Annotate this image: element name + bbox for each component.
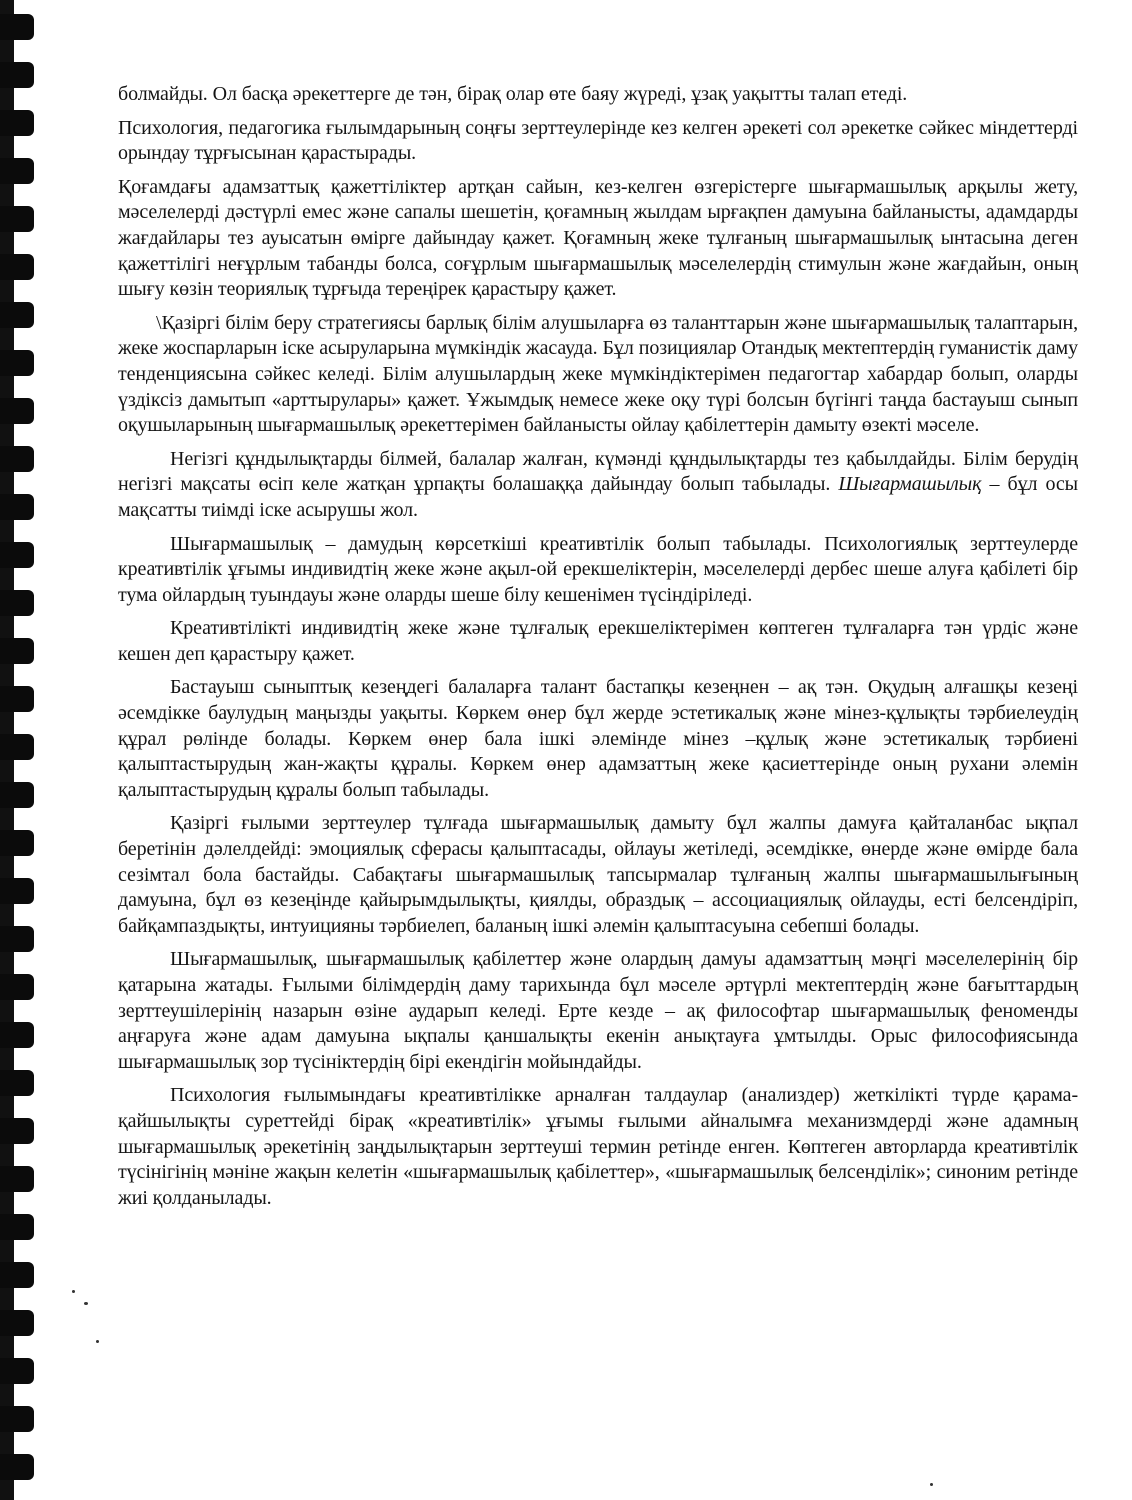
punch-hole	[0, 926, 34, 952]
paragraph-3: Қоғамдағы адамзаттық қажеттіліктер артқан сайын, кез-келген өзгерістерге шығармашылық арқылы жету, мәселелерді дәстүрлі емес және сапалы шешетін, қоғамның жылдам ырғақпен дамуына байланысты, адамдарды жағдайлары тез ауысатын өмірге дайындау қажет. Қоғамның жеке тұлғаның шығармашылық ынтасына деген қажеттілігі неғұрлым табанды болса, соғұрлым шығармашылық мәселелердің стимулын және жағдайын, оның шығу көзін теориялық тұрғыда тереңірек қарастыру қажет.	[118, 175, 1078, 301]
paragraph-5	[118, 447, 1078, 524]
binder-punch-holes	[0, 0, 62, 1500]
punch-hole	[0, 14, 34, 40]
paragraph-10: Шығармашылық, шығармашылық қабілеттер және олардың дамуы адамзаттың мәңгі мәселелерінің бір қатарына жатады. Ғылыми білімдердің даму тарихында бұл мәселе әртүрлі мектептердің және бағыттардың зерттеушілерінің назарын өзіне аударып келеді. Ерте кезде – ақ философтар шығармашылық феноменды аңғаруға және адам дамуына ықпалы қаншалықты екенін анықтауға ұмтылды. Орыс философиясында шығармашылық зор түсініктердің бірі екендігін мойындайды.	[118, 948, 1078, 1073]
punch-hole	[0, 878, 34, 904]
punch-hole	[0, 254, 34, 280]
paragraph-4: \Қазіргі білім беру стратегиясы барлық білім алушыларға өз таланттарын және шығармашылық талаптарын, жеке жоспарларын іске асыруларына мүмкіндік жасауда. Бұл позициялар Отандық мектептердің гуманистік даму тенденциясына сәйкес келеді. Білім алушылардың жеке мүмкіндіктерімен педагогтар хабардар болып, оларды үздіксіз дамытып «арттырулары» қажет. Ұжымдық немесе жеке оқу түрі болсын бүгінгі таңда бастауыш сынып оқушыларының шығармашылық әрекеттерімен байланысты ойлау қабілеттерін дамыту өзекті мәселе.	[118, 311, 1078, 437]
punch-hole	[0, 830, 34, 856]
punch-hole	[0, 686, 34, 712]
punch-hole	[0, 638, 34, 664]
paragraph-5-text: Негізгі құндылықтарды білмей, балалар жалған, күмәнді құндылықтарды тез қабылдайды. Білім берудің негізгі мақсаты өсіп келе жатқан ұрпақты болашаққа дайындау болып табылады.	[118, 447, 1078, 496]
punch-hole	[0, 734, 34, 760]
punch-hole	[0, 1214, 34, 1240]
scan-speck	[930, 1483, 933, 1486]
paragraph-5-emphasis: Шығармашылық	[838, 473, 982, 496]
punch-hole	[0, 350, 34, 376]
punch-hole	[0, 542, 34, 568]
paragraph-2: Психология, педагогика ғылымдарының соңғы зерттеулерінде кез келген әрекеті сол әрекетке сәйкес міндеттерді орындау тұрғысынан қарастырады.	[118, 116, 1078, 165]
punch-hole	[0, 974, 34, 1000]
punch-hole	[0, 1022, 34, 1048]
punch-hole	[0, 1406, 34, 1432]
paragraph-1: болмайды. Ол басқа әрекеттерге де тән, бірақ олар өте баяу жүреді, ұзақ уақытты талап етеді.	[118, 83, 908, 105]
punch-hole	[0, 1454, 34, 1480]
paragraph-7: Креативтілікті индивидтің жеке және тұлғалық ерекшеліктерімен көптеген тұлғаларға тән үрдіс және кешен деп қарастыру қажет.	[118, 617, 1078, 665]
scan-speck	[84, 1302, 88, 1305]
punch-hole	[0, 590, 34, 616]
punch-hole	[0, 1166, 34, 1192]
punch-hole	[0, 110, 34, 136]
paragraph-9: Қазіргі ғылыми зерттеулер тұлғада шығармашылық дамыту бұл жалпы дамуға қайталанбас ықпал беретінін дәлелдейді: эмоциялық сферасы қалыптасады, ойлауы жетіледі, әсемдікке, өнерде және өмірде бала сезімтал бола бастайды. Сабақтағы шығармашылық тапсырмалар тұлғаның жалпы шығармашылығының дамуына, бұл өз кезеңінде қайырымдылықты, қиялды, образдық – ассоциациялық ойлауды, есті белсендіріп, байқампаздықты, интуицияны тәрбиелеп, баланың ішкі әлемін қалыптасуына себепші болады.	[118, 812, 1078, 937]
punch-hole	[0, 302, 34, 328]
paragraph-5-text-end: – бұл осы мақсатты тиімді іске асырушы жол.	[118, 473, 1078, 521]
punch-hole	[0, 782, 34, 808]
punch-hole	[0, 1310, 34, 1336]
punch-hole	[0, 1262, 34, 1288]
punch-hole	[0, 206, 34, 232]
punch-hole	[0, 1358, 34, 1384]
scan-speck	[72, 1290, 75, 1293]
punch-hole	[0, 1118, 34, 1144]
paragraph-6: Шығармашылық – дамудың көрсеткіші креативтілік болып табылады. Психологиялық зерттеулерде креативтілік ұғымы индивидтің жеке және ақыл-ой ерекшеліктерін, мәселелерді дербес шеше алуға қабілеті бір тума ойлардың туындауы және оларды шеше білу кешенімен түсіндіріледі.	[118, 532, 1078, 606]
punch-hole	[0, 446, 34, 472]
paragraph-8: Бастауыш сыныптық кезеңдегі балаларға талант бастапқы кезеңнен – ақ тән. Оқудың алғашқы кезеңі әсемдікке баулудың маңызды уақыты. Көркем өнер бұл жерде эстетикалық және мінез-құлықты тәрбиелеудің құрал рөлінде болады. Көркем өнер бала ішкі әлемінде мінез –құлық және эстетикалық тәрбиені қалыптастырудың жан-жақты құралы. Көркем өнер адамзаттың жеке қасиеттерінде оның рухани әлемін қалыптастырудың құралы болып табылады.	[118, 676, 1078, 801]
document-body	[118, 82, 1078, 1219]
punch-hole	[0, 62, 34, 88]
punch-hole	[0, 158, 34, 184]
punch-hole	[0, 398, 34, 424]
paragraph-11: Психология ғылымындағы креативтілікке арналған талдаулар (анализдер) жеткілікті түрде қарама-қайшылықты суреттейді бірақ «креативтілік» ұғымы ғылыми айналымға механизмдерді және адамның шығармашылық әрекетінің заңдылықтарын зерттеуші термин ретінде енген. Көптеген авторларда креативтілік түсінігінің мәніне жақын келетін «шығармашылық қабілеттер», «шығармашылық белсенділік»; синоним ретінде жиі қолданылады.	[118, 1084, 1078, 1209]
punch-hole	[0, 494, 34, 520]
scan-speck	[96, 1340, 99, 1343]
punch-hole	[0, 1070, 34, 1096]
